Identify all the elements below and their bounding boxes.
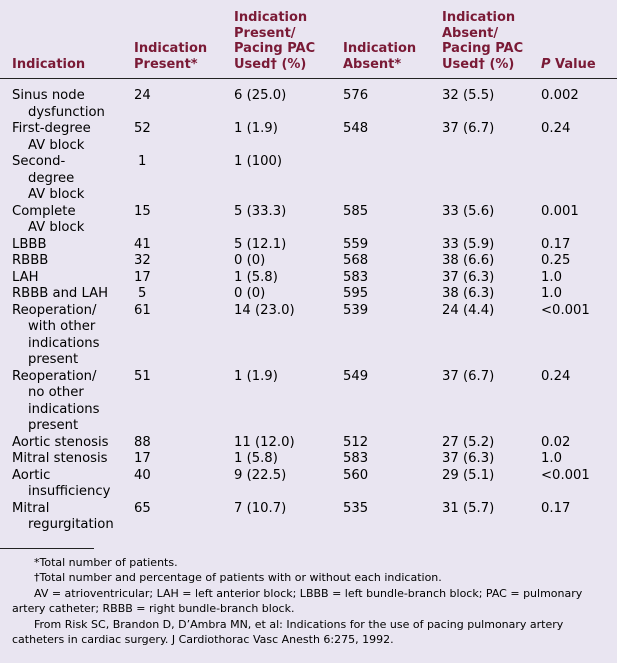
indication-line: LAH	[12, 269, 39, 285]
present-pac-cell: 1 (5.8)	[234, 269, 278, 285]
indication-line: Complete	[12, 203, 76, 219]
header-line: Present/	[234, 25, 296, 41]
p-value-cell: 0.02	[541, 434, 571, 450]
absent-cell: 560	[343, 467, 369, 483]
indication-line: Aortic	[12, 467, 51, 483]
p-value-cell: 1.0	[541, 286, 562, 301]
indication-line: RBBB	[12, 253, 49, 268]
footnotes	[0, 549, 617, 648]
absent-pac-cell: 38 (6.3)	[442, 286, 495, 301]
indication-cell	[0, 121, 134, 154]
absent-pac-cell: 24 (4.4)	[442, 302, 495, 318]
absent-pac-cell: 27 (5.2)	[442, 434, 495, 450]
header-line: Indication	[442, 10, 516, 25]
present-pac-cell: 0 (0)	[234, 253, 266, 268]
indication-line: AV block	[28, 137, 85, 153]
present-pac-cell: 0 (0)	[234, 286, 266, 301]
indication-line: AV block	[28, 187, 85, 202]
absent-pac-cell: 37 (6.7)	[442, 368, 495, 384]
absent-cell: 583	[343, 451, 369, 466]
indication-line: dysfunction	[28, 104, 105, 120]
absent-cell: 583	[343, 269, 369, 285]
indication-cell	[0, 204, 134, 237]
table-row	[0, 286, 617, 303]
indication-cell	[0, 468, 134, 501]
p-value-cell: 0.24	[541, 121, 571, 136]
table-row	[0, 435, 617, 452]
p-value-cell: 0.001	[541, 203, 579, 219]
present-cell: 17	[134, 269, 151, 285]
present-cell: 15	[134, 203, 151, 219]
present-cell: 52	[134, 121, 151, 136]
header-present-pac	[234, 0, 343, 79]
header-line: Indication	[234, 10, 308, 25]
indication-cell	[0, 451, 134, 468]
indication-line: present	[28, 418, 79, 433]
absent-cell: 585	[343, 203, 369, 219]
table-row	[0, 303, 617, 369]
indication-line: Reoperation/	[12, 368, 97, 384]
indication-line: AV block	[28, 220, 85, 235]
header-line: Absent*	[343, 56, 402, 72]
indication-line: with other	[28, 319, 96, 334]
header-line: Indication	[343, 41, 417, 56]
indication-line: Sinus node	[12, 88, 85, 103]
footnote: †Total number and percentage of patients with or without each indication.	[34, 571, 442, 584]
p-value-cell: 1.0	[541, 269, 562, 285]
present-pac-cell: 11 (12.0)	[234, 434, 295, 450]
absent-cell: 595	[343, 286, 369, 301]
table-row	[0, 451, 617, 468]
present-cell: 65	[134, 500, 151, 516]
footnote: AV = atrioventricular; LAH = left anterior block; LBBB = left bundle-branch block; PAC = pulmonary artery catheter; RBBB = right bundle-branch block.	[12, 586, 583, 615]
indication-line: present	[28, 352, 79, 367]
indication-cell	[0, 154, 134, 204]
absent-pac-cell	[442, 154, 541, 204]
indication-line: no other	[28, 385, 84, 400]
header-p-value	[541, 0, 617, 79]
indication-cell	[0, 79, 134, 122]
indication-line: Second-	[12, 154, 66, 169]
present-cell: 61	[134, 302, 151, 318]
present-pac-cell: 1 (1.9)	[234, 121, 278, 136]
present-pac-cell: 1 (1.9)	[234, 368, 278, 384]
footnote: From Risk SC, Brandon D, D’Ambra MN, et al: Indications for the use of pacing pulmonary artery catheters in cardiac surgery. J Cardiothorac Vasc Anesth 6:275, 1992.	[12, 617, 564, 646]
indication-cell	[0, 303, 134, 369]
absent-pac-cell: 37 (6.3)	[442, 451, 495, 466]
indication-cell	[0, 237, 134, 254]
absent-pac-cell: 33 (5.9)	[442, 236, 495, 252]
header-line: Present*	[134, 56, 198, 72]
absent-cell: 548	[343, 121, 369, 136]
absent-pac-cell: 29 (5.1)	[442, 467, 495, 483]
absent-cell: 539	[343, 302, 369, 318]
p-value-cell: 0.17	[541, 500, 571, 516]
indication-line: Aortic stenosis	[12, 434, 109, 450]
indication-cell	[0, 286, 134, 303]
absent-cell: 549	[343, 368, 369, 384]
present-cell: 1	[138, 154, 147, 169]
header-p-rest: Value	[550, 56, 596, 72]
table-body	[0, 79, 617, 548]
absent-pac-cell: 31 (5.7)	[442, 500, 495, 516]
footnote: *Total number of patients.	[34, 555, 178, 569]
indication-line: Mitral	[12, 500, 50, 516]
indication-line: regurgitation	[28, 517, 114, 532]
present-pac-cell: 5 (33.3)	[234, 203, 287, 219]
indication-cell	[0, 369, 134, 435]
indication-line: Reoperation/	[12, 302, 97, 318]
header-line: Absent/	[442, 25, 499, 41]
header-p-italic: P	[541, 56, 551, 72]
p-value-cell: 0.002	[541, 88, 579, 103]
indication-cell	[0, 435, 134, 452]
table-row	[0, 121, 617, 154]
absent-pac-cell: 32 (5.5)	[442, 88, 495, 103]
present-pac-cell: 9 (22.5)	[234, 467, 287, 483]
present-cell: 32	[134, 253, 151, 268]
header-line: Indication	[134, 41, 208, 56]
indication-line: degree	[28, 170, 75, 186]
p-value-cell: 0.17	[541, 236, 571, 252]
absent-cell: 535	[343, 500, 369, 516]
p-value-cell: <0.001	[541, 302, 590, 318]
header-absent-pac	[442, 0, 541, 79]
indication-line: Mitral stenosis	[12, 451, 108, 466]
absent-cell: 568	[343, 253, 369, 268]
table-row	[0, 369, 617, 435]
present-cell: 5	[138, 286, 147, 301]
p-value-cell: 0.25	[541, 253, 571, 268]
table-row	[0, 270, 617, 287]
indication-cell	[0, 270, 134, 287]
table-row	[0, 154, 617, 204]
table-row	[0, 253, 617, 270]
p-value-cell: 1.0	[541, 451, 562, 466]
p-value-cell: 0.24	[541, 368, 571, 384]
present-cell: 51	[134, 368, 151, 384]
indication-cell	[0, 501, 134, 548]
indication-line: LBBB	[12, 236, 47, 252]
table-row	[0, 501, 617, 548]
present-cell: 17	[134, 451, 151, 466]
present-cell: 88	[134, 434, 151, 450]
absent-cell: 512	[343, 434, 369, 450]
present-pac-cell: 1 (5.8)	[234, 451, 278, 466]
present-cell: 40	[134, 467, 151, 483]
table-row	[0, 79, 617, 122]
present-pac-cell: 14 (23.0)	[234, 302, 295, 318]
present-pac-cell: 5 (12.1)	[234, 236, 287, 252]
absent-pac-cell: 38 (6.6)	[442, 253, 495, 268]
absent-cell: 559	[343, 236, 369, 252]
indication-line: indications	[28, 335, 100, 351]
absent-pac-cell: 33 (5.6)	[442, 203, 495, 219]
indication-cell	[0, 253, 134, 270]
table-row	[0, 237, 617, 254]
header-line: Pacing PAC	[442, 41, 524, 56]
header-line: Used† (%)	[234, 56, 307, 72]
p-value-cell	[541, 154, 617, 204]
absent-pac-cell: 37 (6.3)	[442, 269, 495, 285]
absent-cell: 576	[343, 88, 369, 103]
absent-cell	[343, 154, 442, 204]
absent-pac-cell: 37 (6.7)	[442, 121, 495, 136]
header-line: Pacing PAC	[234, 41, 316, 56]
header-present	[134, 0, 234, 79]
present-pac-cell: 6 (25.0)	[234, 88, 287, 103]
present-pac-cell: 7 (10.7)	[234, 500, 287, 516]
present-pac-cell: 1 (100)	[234, 154, 283, 169]
indication-line: indications	[28, 401, 100, 417]
indication-line: RBBB and LAH	[12, 286, 109, 301]
table-row	[0, 204, 617, 237]
indication-line: First-degree	[12, 121, 91, 136]
present-cell: 24	[134, 88, 151, 103]
table-row	[0, 468, 617, 501]
header-indication: Indication	[12, 56, 86, 72]
header-row	[0, 0, 617, 79]
header-line: Used† (%)	[442, 56, 515, 72]
present-cell: 41	[134, 236, 151, 252]
p-value-cell: <0.001	[541, 467, 590, 483]
indication-line: insufficiency	[28, 484, 111, 499]
header-absent	[343, 0, 442, 79]
